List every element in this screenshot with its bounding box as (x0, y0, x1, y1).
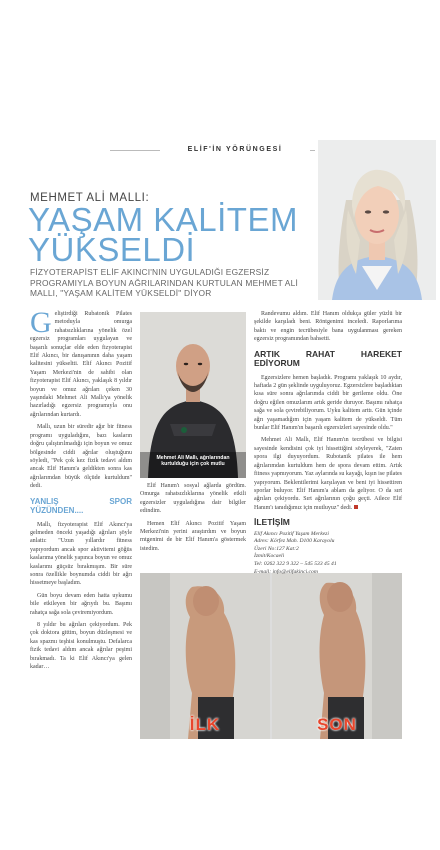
contact-line: Tel: 0262 322 9 322 – 545 533 45 41 (254, 560, 337, 567)
elif-akinci-portrait (318, 140, 436, 300)
contact-line: Adres: Körfez Mah. D100 Karayolu (254, 538, 335, 545)
article-column-1 (30, 306, 132, 675)
paragraph: Randevumu aldım. Elif Hanım oldukça güler yüzlü bir şekilde karşıladı beni. Röntgenimi inceledi. Raporlarıma baktı ve engin tecrübesiyle bana uygulanması gereken egzersiz programından bahsetti. (254, 311, 402, 343)
before-label: İLK (189, 715, 221, 734)
paragraph: Gün boyu devam eden hatta uykumu bile etkileyen bir ağrıydı bu. Başımı rahatça sağa sola çeviremiyordum. (30, 592, 132, 616)
article-subtitle: MEHMET ALİ MALLI: (30, 192, 150, 204)
drop-cap: G (30, 306, 52, 339)
section-tag: ELİF'İN YÖRÜNGESİ (187, 146, 283, 153)
paragraph: Egzersizlere hemen başladık. Programı yaklaşık 10 aydır, haftada 2 gün şeklinde uyguluyoruz. Egzersizlere başladıktan kısa süre sonra ağrılarımda ciddi bir gerileme oldu. Öne doğru eğilen omuzlarım artık geride duruyor. Başımı rahatça sağa ve sola çevirebiliyorum. Uyku kalitem arttı. Gün içinde ağrı yaşamadığım için yaşam kalitem de yükseldi. Tüm bunlar Elif Hanım'ın başarılı egzersizleri sayesinde oldu." (254, 374, 402, 432)
before-photo (140, 573, 270, 739)
paragraph: 8 yıldır bu ağrıları çekiyordum. Pek çok doktora gittim, boyun düzleşmesi ve kas spazmı teşhisi konulmuştu. Defalarca fizik tedavi aldım ancak ağrılar peşimi bırakmadı. Ta ki Elif Akıncı'ya gelen kadar… (30, 622, 132, 671)
paragraph: Hemen Elif Akıncı Pozitif Yaşam Merkezi'nin yerini araştırdım ve boyun rntgenimi de bir Elif Hanım'a göstermek istedim. (140, 520, 246, 552)
section-rule-left (110, 150, 160, 151)
after-photo (272, 573, 402, 739)
article-column-2 (140, 482, 246, 557)
contact-line: E-mail: info@elifakinci.com (254, 568, 318, 575)
after-label: SON (317, 715, 357, 734)
before-after-photos (140, 573, 402, 739)
section-rule-right (310, 150, 315, 151)
paragraph: Mehmet Ali Mallı, Elif Hanım'ın tecrübesi ve bilgisi sayesinde kendisini çok iyi hissettiğini söyleyerek, "Zaten spora ilgi duyuyordum. Rubotanik pilates ile hem ağrılarımdan kurtuldum hem de spora devam ettim. Artık fitness yapmıyorum. Yaz aylarında su kayağı, kışın ise pilates yapıyorum. Beklentilerimi karşılayan ve beni iyi hissettiren sporlar buluyor. Elif Hanım'a ablam da geliyor. O da sırt ağrıları çekiyordu. Sırt ağrılarının çoğu geçti. Ailece Elif Hanım'ı tanıdığımız için mutluyuz" dedi. (254, 437, 402, 511)
article-lead: FİZYOTERAPİST ELİF AKINCI'NIN UYGULADIĞI EGZERSİZ PROGRAMIYLA BOYUN AĞRILARINDAN KURTULAN MEHMET ALİ MALLI, "YAŞAM KALİTEM YÜKSELDİ" DİYOR (30, 267, 298, 298)
article-column-3 (254, 310, 402, 576)
article-headline: YAŞAM KALİTEM YÜKSELDİ (28, 201, 298, 268)
contact-block (254, 531, 402, 577)
subheading-wrong-sport: YANLIŞ SPOR YÜZÜNDEN.... (30, 496, 132, 516)
mehmet-ali-malli-photo (140, 312, 246, 478)
paragraph: Mallı, uzun bir süredir ağır bir fitness programı uyguladığını, bazı kasların doğru çalıştırılmadığı için boyun ve omuz bölgesinde ciddi ağrılar oluştuğunu söyledi, "Pek çok kez fizik tedavi aldım ancak Elif Hanım'a geldikten sonra kas ağrılarımdan büyük ölçüde kurtuldum" dedi. (30, 424, 132, 490)
paragraph: Elif Hanım'ı sosyal ağlarda gördüm. Omurga rahatsızlıklarına yönelik etkili egzersizler uyguladığına dair bilgiler edindim. (140, 483, 246, 515)
contact-heading: İLETİŞİM (254, 517, 290, 528)
contact-line: İzmit/Kocaeli (254, 553, 285, 560)
subheading-moving-freely: ARTIK RAHAT HAREKET EDİYORUM (254, 348, 402, 369)
contact-line: Üzeri No:127 Kat:2 (254, 545, 299, 552)
end-mark (354, 505, 358, 509)
intro-paragraph: Geliştirdiği Rubatonik Pilates metoduyla omurga rahatsızlıklarına yönelik özel egzersiz programları uygulayan ve başarılı sonuçlar elde eden fizyoterapist Elif Akıncı, bir danışanının daha yaşam kalitesini yükseltti. Elif Akıncı Pozitif Yaşam Merkezi'nin de sahibi olan fizyoterapist Elif Akıncı, yaklaşık 8 yıldır boyun ve omuz ağrıları çeken 30 yaşındaki Mehmet Ali Mallı'ya yönelik hazırladığı egzersiz programıyla onu ağrılarından kurtardı. (30, 306, 132, 418)
photo-caption: Mehmet Ali Mallı, ağrılarından kurtulduğu için çok mutlu (156, 455, 230, 468)
contact-line: Elif Akıncı Pozitif Yaşam Merkezi (254, 530, 329, 537)
paragraph: Mallı, fizyoterapist Elif Akıncı'ya gelmeden önceki yaşadığı ağrıları şöyle anlattı: "Uzun yıllardır fitness yapıyordum ancak spor aktivitemi göğüs kaslarıma yönelik yapınca boyun ve omuz kaslarımı güçsüz bırakmışım. Bir süre sonra özellikle boynumda ciddi bir ağrı hissetmeye başladım. (30, 521, 132, 587)
